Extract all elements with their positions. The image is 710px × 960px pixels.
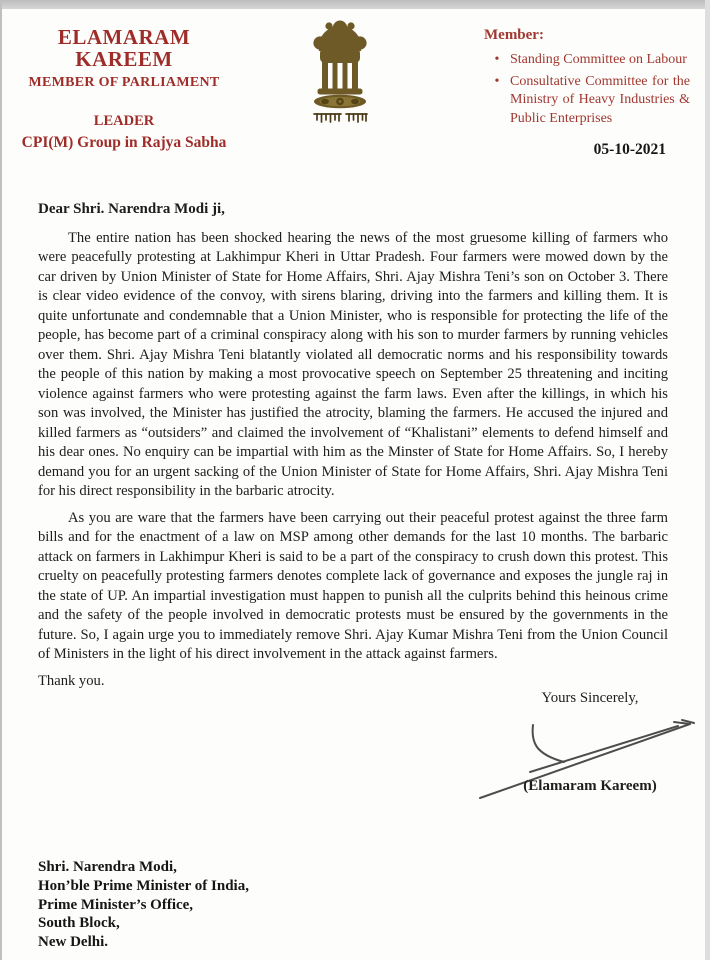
thank-you-line: Thank you. [38,672,105,689]
member-item-label: Standing Committee on Labour [510,52,687,67]
letter-date: 05-10-2021 [593,141,666,158]
member-list [484,51,690,128]
member-heading: Member: [484,27,544,43]
scan-edge-right [705,0,710,960]
emblem-motto-marks [314,114,367,122]
recipient-line: New Delhi. [38,934,108,951]
sender-designation: MEMBER OF PARLIAMENT [28,75,220,90]
paragraph-2: As you are ware that the farmers have been carrying out their peaceful protest against the three farm bills and for the enactment of a law on MSP among other demands for the last 10 months. The barbaric attack on farmers in Lakhimpur Kheri is said to be a part of the conspiracy to crush down this protest. This cruelty on peacefully protesting farmers denotes complete lack of governance and exposes the jungle raj in the state of UP. An impartial investigation must happen to punish all the culprits behind this heinous crime and the safety of the people involved in democratic protests must be ensured by the governments in the future. So, I again urge you to immediately remove Shri. Ajay Kumar Mishra Teni from the Union Council of Ministers in the light of his direct involvement in the attack against farmers. [38,509,668,662]
sender-role-group: CPI(M) Group in Rajya Sabha [21,134,227,151]
sender-name: ELAMARAM KAREEM [57,25,191,71]
scan-edge-left [0,0,2,960]
member-list-item [484,73,690,129]
bullet-icon: • [494,52,500,67]
member-item-label: Consultative Committee for the Ministry of Heavy Industries & Public Enterprises [510,73,690,126]
letter-body [38,200,668,691]
bullet-icon: • [494,73,500,89]
recipient-line: Prime Minister’s Office, [38,896,194,913]
sign-off: Yours Sincerely, [541,690,639,706]
salutation: Dear Shri. Narendra Modi ji, [38,201,225,217]
signatory-name: (Elamaram Kareem) [523,778,657,794]
sender-role-title: LEADER [93,113,155,129]
recipient-line: Hon’ble Prime Minister of India, [38,877,249,894]
letterhead [8,26,240,152]
recipient-line: South Block, [38,915,120,932]
member-committees [484,27,690,131]
recipient-line: Shri. Narendra Modi, [38,859,177,875]
india-state-emblem-icon [305,16,375,126]
paragraph-1: The entire nation has been shocked hearing the news of the most gruesome killing of farmers who were peacefully protesting at Lakhimpur Kheri in Uttar Pradesh. Four farmers were mowed down by the car driven by Union Minister of State for Home Affairs, Shri. Ajay Mishra Teni’s son on October 3. There is clear video evidence of the convoy, with sirens blaring, driving into the farmers and killing them. It is quite unfortunate and condemnable that a Union Minister, who is responsible for protecting the life of the people, has become part of a criminal conspiracy along with his son to murder farmers by running vehicles over them. Shri. Ajay Mishra Teni blatantly violated all democratic norms and his responsibility towards the people of this nation by making a most provocative speech on September 25 threatening and inciting violence against farmers who were protesting against the farm laws. Even after the killings, in which his son was involved, the Minister has justified the atrocity, blaming the farmers. He accused the injured and killed farmers as “outsiders” and claimed the involvement of “Khalistani” elements to defend himself and his dear ones. No enquiry can be impartial with him as the Minster of State for Home Affairs. So, I hereby demand you for an urgent sacking of the Union Minister of State for Home Affairs, Shri. Ajay Mishra Teni for his direct responsibility in the barbaric atrocity. [38,229,668,499]
scan-edge-top [0,0,710,9]
recipient-address [38,858,249,952]
member-list-item [484,51,690,70]
